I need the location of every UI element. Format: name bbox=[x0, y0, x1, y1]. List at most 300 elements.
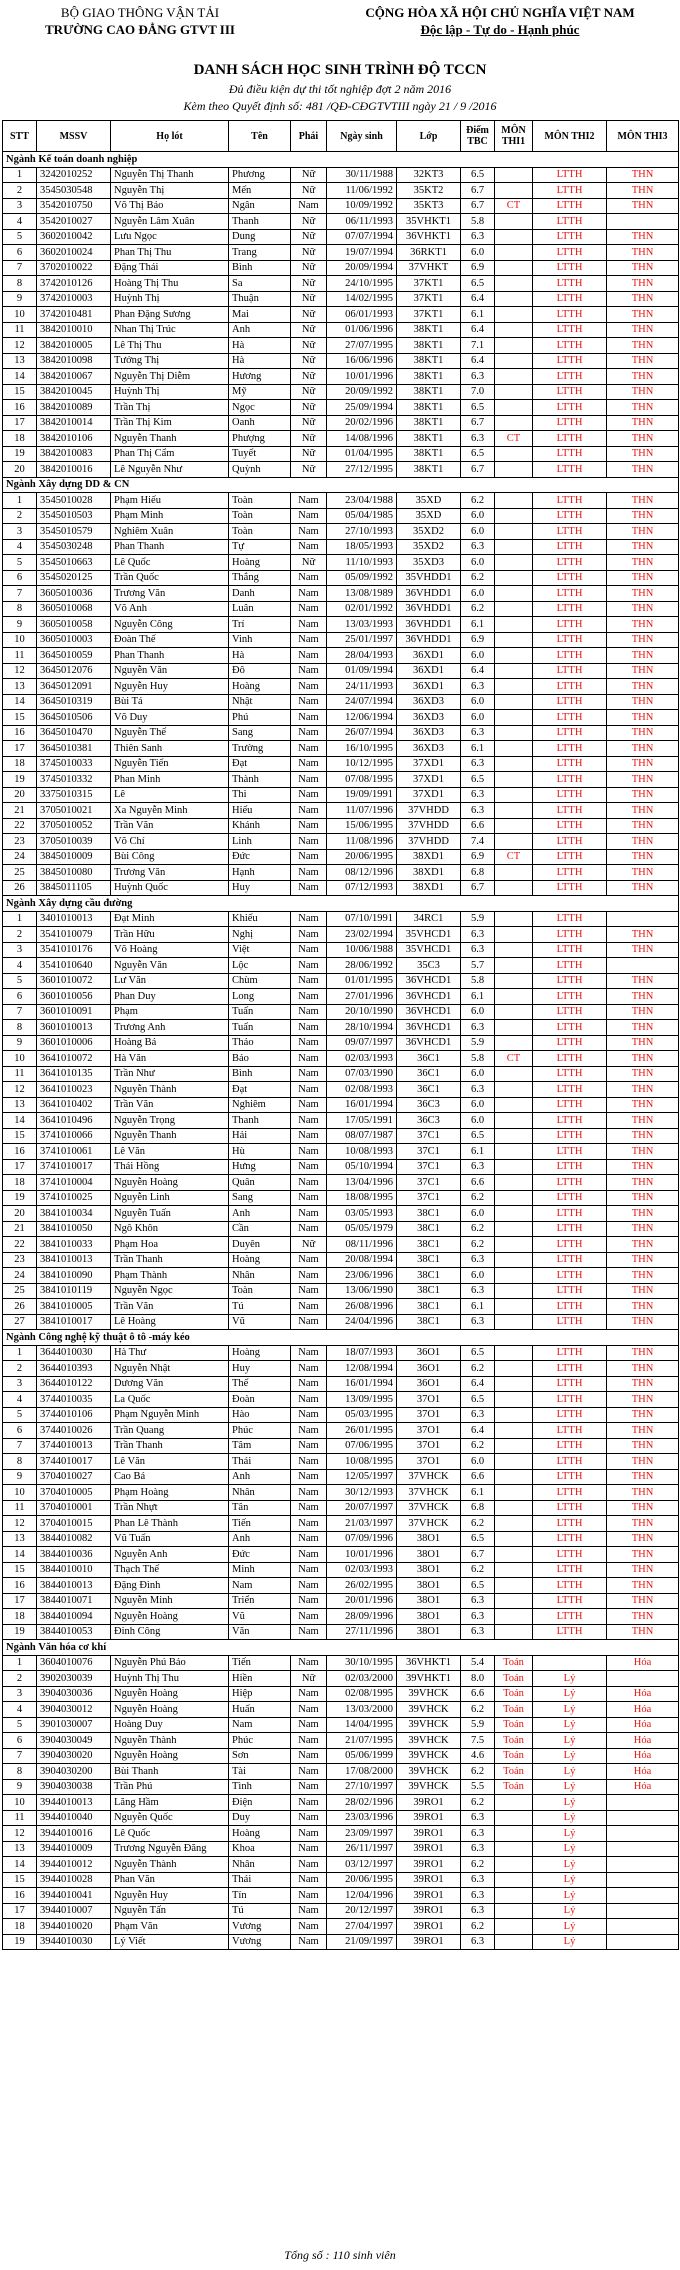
table-cell: 3904030200 bbox=[37, 1764, 111, 1780]
table-cell: Nam bbox=[291, 508, 327, 524]
table-cell bbox=[495, 1082, 533, 1098]
table-cell: Phương bbox=[229, 167, 291, 183]
table-cell: 10/09/1992 bbox=[327, 198, 397, 214]
table-cell: THN bbox=[607, 1345, 679, 1361]
table-cell: Đạt bbox=[229, 756, 291, 772]
table-cell bbox=[495, 586, 533, 602]
table-cell: Nghiêm bbox=[229, 1097, 291, 1113]
table-cell bbox=[495, 555, 533, 571]
table-cell: LTTH bbox=[533, 1407, 607, 1423]
table-cell: Thiên Sanh bbox=[111, 741, 229, 757]
table-cell: THN bbox=[607, 865, 679, 881]
table-cell bbox=[495, 1841, 533, 1857]
table-cell: THN bbox=[607, 648, 679, 664]
table-cell: 36XD3 bbox=[397, 741, 461, 757]
table-cell: LTTH bbox=[533, 1097, 607, 1113]
table-cell: Thành bbox=[229, 772, 291, 788]
table-cell: 18 bbox=[3, 1609, 37, 1625]
table-cell: LTTH bbox=[533, 586, 607, 602]
table-cell: 38O1 bbox=[397, 1547, 461, 1563]
table-cell: 3645010381 bbox=[37, 741, 111, 757]
table-cell: THN bbox=[607, 1144, 679, 1160]
table-cell bbox=[495, 803, 533, 819]
table-cell: 6.4 bbox=[461, 663, 495, 679]
table-cell: 11 bbox=[3, 648, 37, 664]
table-cell: Nam bbox=[291, 1035, 327, 1051]
table-cell bbox=[495, 865, 533, 881]
table-cell: 37KT1 bbox=[397, 291, 461, 307]
table-cell: LTTH bbox=[533, 1547, 607, 1563]
table-cell: 10/12/1995 bbox=[327, 756, 397, 772]
table-row bbox=[3, 1299, 679, 1315]
table-cell: 3601010006 bbox=[37, 1035, 111, 1051]
table-cell bbox=[495, 1376, 533, 1392]
table-cell: 6.3 bbox=[461, 1810, 495, 1826]
table-cell: 36VHDD1 bbox=[397, 632, 461, 648]
table-cell: Cần bbox=[229, 1221, 291, 1237]
table-cell: 37O1 bbox=[397, 1423, 461, 1439]
table-cell: 38C1 bbox=[397, 1221, 461, 1237]
table-cell: Sang bbox=[229, 725, 291, 741]
table-cell: 6.3 bbox=[461, 1314, 495, 1330]
table-cell: LTTH bbox=[533, 1345, 607, 1361]
table-cell: 3944010020 bbox=[37, 1919, 111, 1935]
table-cell: 3601010056 bbox=[37, 989, 111, 1005]
table-cell bbox=[607, 1795, 679, 1811]
table-cell: 6.0 bbox=[461, 1004, 495, 1020]
table-cell: 12 bbox=[3, 1826, 37, 1842]
table-row bbox=[3, 1531, 679, 1547]
table-cell: Nữ bbox=[291, 431, 327, 447]
table-cell: Nguyễn Thành bbox=[111, 1857, 229, 1873]
table-cell: Nam bbox=[291, 772, 327, 788]
table-cell: Hoàng bbox=[229, 1826, 291, 1842]
table-cell: LTTH bbox=[533, 1128, 607, 1144]
table-cell bbox=[495, 1872, 533, 1888]
table-cell: Nam bbox=[291, 756, 327, 772]
table-cell: THN bbox=[607, 1314, 679, 1330]
table-row bbox=[3, 756, 679, 772]
table-cell bbox=[495, 617, 533, 633]
table-cell: Nữ bbox=[291, 353, 327, 369]
table-cell: 38KT1 bbox=[397, 415, 461, 431]
table-row bbox=[3, 214, 679, 230]
table-cell: 38KT1 bbox=[397, 384, 461, 400]
section-name: Ngành Xây dựng cầu đường bbox=[3, 896, 679, 912]
table-cell: 7.5 bbox=[461, 1733, 495, 1749]
table-cell: 08/11/1996 bbox=[327, 1237, 397, 1253]
table-cell: 16 bbox=[3, 1144, 37, 1160]
table-cell bbox=[495, 1578, 533, 1594]
table-cell: THN bbox=[607, 1500, 679, 1516]
table-cell: THN bbox=[607, 834, 679, 850]
table-cell: 38XD1 bbox=[397, 849, 461, 865]
table-cell: Nguyễn Thị Diễm bbox=[111, 369, 229, 385]
table-cell: 3641010402 bbox=[37, 1097, 111, 1113]
table-cell: 3541010079 bbox=[37, 927, 111, 943]
table-row bbox=[3, 1810, 679, 1826]
table-cell: Nguyễn Minh bbox=[111, 1593, 229, 1609]
table-cell: 3645012076 bbox=[37, 663, 111, 679]
table-cell: Thạch Thế bbox=[111, 1562, 229, 1578]
table-row bbox=[3, 663, 679, 679]
table-cell: Trần Thanh bbox=[111, 1438, 229, 1454]
table-cell: 6.2 bbox=[461, 1438, 495, 1454]
table-cell: 6.5 bbox=[461, 446, 495, 462]
table-cell: 20/01/1996 bbox=[327, 1593, 397, 1609]
table-cell: Trần Quang bbox=[111, 1423, 229, 1439]
table-cell: Nam bbox=[291, 493, 327, 509]
table-cell bbox=[495, 958, 533, 974]
table-cell: 26/11/1997 bbox=[327, 1841, 397, 1857]
table-cell: THN bbox=[607, 1175, 679, 1191]
table-cell: 19 bbox=[3, 446, 37, 462]
table-cell: Đức bbox=[229, 849, 291, 865]
table-cell: Nghiêm Xuân bbox=[111, 524, 229, 540]
table-cell: 17 bbox=[3, 741, 37, 757]
table-cell bbox=[495, 1531, 533, 1547]
table-cell: 3 bbox=[3, 1686, 37, 1702]
table-cell: 01/06/1996 bbox=[327, 322, 397, 338]
table-cell bbox=[495, 1097, 533, 1113]
table-cell: LTTH bbox=[533, 214, 607, 230]
table-cell: Triển bbox=[229, 1593, 291, 1609]
table-cell: Văn bbox=[229, 1624, 291, 1640]
table-cell: 36C1 bbox=[397, 1066, 461, 1082]
table-row bbox=[3, 679, 679, 695]
table-cell: 38C1 bbox=[397, 1252, 461, 1268]
table-cell bbox=[495, 679, 533, 695]
table-row bbox=[3, 1128, 679, 1144]
table-cell: 20 bbox=[3, 787, 37, 803]
table-cell: Nam bbox=[291, 1469, 327, 1485]
table-cell: Trần Văn bbox=[111, 1299, 229, 1315]
table-cell: Nữ bbox=[291, 1671, 327, 1687]
table-cell: LTTH bbox=[533, 1376, 607, 1392]
table-cell: 35VHCD1 bbox=[397, 942, 461, 958]
table-cell: 16/10/1995 bbox=[327, 741, 397, 757]
table-cell: Tưởng Thị bbox=[111, 353, 229, 369]
table-cell: 36O1 bbox=[397, 1361, 461, 1377]
table-cell: Nam bbox=[291, 1857, 327, 1873]
table-cell: 38KT1 bbox=[397, 400, 461, 416]
table-cell: 07/07/1994 bbox=[327, 229, 397, 245]
table-cell: Lý bbox=[533, 1841, 607, 1857]
table-cell: Nam bbox=[291, 1795, 327, 1811]
section-name: Ngành Công nghệ kỹ thuật ô tô -máy kéo bbox=[3, 1330, 679, 1346]
table-cell: 39RO1 bbox=[397, 1857, 461, 1873]
table-cell: 12 bbox=[3, 1516, 37, 1532]
table-cell: 24/07/1994 bbox=[327, 694, 397, 710]
table-cell: Bùi Tá bbox=[111, 694, 229, 710]
table-row bbox=[3, 1547, 679, 1563]
table-cell: Nam bbox=[291, 539, 327, 555]
table-cell: 3944010009 bbox=[37, 1841, 111, 1857]
table-cell: Trần Văn bbox=[111, 818, 229, 834]
table-cell: Hoàng bbox=[229, 679, 291, 695]
table-cell: THN bbox=[607, 1438, 679, 1454]
table-cell: THN bbox=[607, 1221, 679, 1237]
table-cell: Toàn bbox=[229, 508, 291, 524]
table-cell: Nữ bbox=[291, 291, 327, 307]
table-cell: 38C1 bbox=[397, 1283, 461, 1299]
table-cell: 3 bbox=[3, 524, 37, 540]
issuer-block bbox=[20, 4, 260, 38]
table-cell: 20 bbox=[3, 1206, 37, 1222]
table-cell: 6.5 bbox=[461, 772, 495, 788]
table-cell: 16 bbox=[3, 1888, 37, 1904]
table-cell: LTTH bbox=[533, 632, 607, 648]
table-cell: 3841010050 bbox=[37, 1221, 111, 1237]
table-cell: THN bbox=[607, 1252, 679, 1268]
section-header-row bbox=[3, 152, 679, 168]
table-cell: 38O1 bbox=[397, 1624, 461, 1640]
table-cell: 08/12/1996 bbox=[327, 865, 397, 881]
table-cell: 37KT1 bbox=[397, 276, 461, 292]
table-cell: THN bbox=[607, 369, 679, 385]
table-cell: 3741010066 bbox=[37, 1128, 111, 1144]
table-cell: Hóa bbox=[607, 1717, 679, 1733]
table-row bbox=[3, 787, 679, 803]
table-cell: 6.2 bbox=[461, 1361, 495, 1377]
table-cell: 15 bbox=[3, 1128, 37, 1144]
table-cell: 16/06/1996 bbox=[327, 353, 397, 369]
table-cell: Nam bbox=[291, 570, 327, 586]
table-cell: 6.2 bbox=[461, 1562, 495, 1578]
table-cell: LTTH bbox=[533, 911, 607, 927]
table-cell: THN bbox=[607, 756, 679, 772]
table-cell bbox=[495, 1345, 533, 1361]
table-cell: Thảo bbox=[229, 1035, 291, 1051]
table-cell: 1 bbox=[3, 911, 37, 927]
table-cell: Nam bbox=[291, 1113, 327, 1129]
table-cell: 14 bbox=[3, 1113, 37, 1129]
table-cell: 38O1 bbox=[397, 1593, 461, 1609]
table-cell: THN bbox=[607, 586, 679, 602]
table-cell: Thế bbox=[229, 1376, 291, 1392]
table-row bbox=[3, 555, 679, 571]
col-mon-thi3: MÔN THI3 bbox=[607, 121, 679, 152]
col-phai: Phái bbox=[291, 121, 327, 152]
table-cell: 39VHCK bbox=[397, 1779, 461, 1795]
table-cell: Hóa bbox=[607, 1733, 679, 1749]
table-cell: Hải bbox=[229, 1128, 291, 1144]
table-cell: 7.0 bbox=[461, 384, 495, 400]
table-cell: 6.3 bbox=[461, 1609, 495, 1625]
table-cell: Đặng Đình bbox=[111, 1578, 229, 1594]
table-cell: Tuấn bbox=[229, 1004, 291, 1020]
table-cell: THN bbox=[607, 1190, 679, 1206]
table-cell: Xa Nguyễn Minh bbox=[111, 803, 229, 819]
table-cell bbox=[495, 756, 533, 772]
table-cell: Hoàng bbox=[229, 1252, 291, 1268]
table-cell: 6.3 bbox=[461, 1934, 495, 1950]
table-cell: THN bbox=[607, 1516, 679, 1532]
table-row bbox=[3, 1578, 679, 1594]
table-row bbox=[3, 601, 679, 617]
table-cell: 36XD1 bbox=[397, 648, 461, 664]
table-row bbox=[3, 1407, 679, 1423]
table-cell: 20/09/1994 bbox=[327, 260, 397, 276]
table-cell: Nghị bbox=[229, 927, 291, 943]
table-cell: THN bbox=[607, 508, 679, 524]
table-cell: 6.3 bbox=[461, 803, 495, 819]
table-cell: LTTH bbox=[533, 679, 607, 695]
table-cell: LTTH bbox=[533, 648, 607, 664]
table-cell: Nam bbox=[291, 1516, 327, 1532]
table-cell: 14/04/1995 bbox=[327, 1717, 397, 1733]
table-cell bbox=[495, 1795, 533, 1811]
table-cell: 39VHKT1 bbox=[397, 1671, 461, 1687]
table-cell bbox=[607, 911, 679, 927]
table-cell: LTTH bbox=[533, 539, 607, 555]
table-cell: 36XD1 bbox=[397, 663, 461, 679]
table-cell: 14/02/1995 bbox=[327, 291, 397, 307]
table-cell: 16 bbox=[3, 725, 37, 741]
table-cell: LTTH bbox=[533, 1175, 607, 1191]
table-cell: Võ Anh bbox=[111, 601, 229, 617]
table-cell: 5.7 bbox=[461, 958, 495, 974]
table-cell: 21/07/1995 bbox=[327, 1733, 397, 1749]
table-cell: 35KT3 bbox=[397, 198, 461, 214]
table-cell bbox=[495, 787, 533, 803]
table-cell: Sa bbox=[229, 276, 291, 292]
table-cell: Hóa bbox=[607, 1748, 679, 1764]
table-row bbox=[3, 880, 679, 896]
table-cell: LTTH bbox=[533, 1113, 607, 1129]
table-cell: Nam bbox=[291, 1004, 327, 1020]
table-cell: 15 bbox=[3, 710, 37, 726]
table-cell: 25/09/1994 bbox=[327, 400, 397, 416]
table-cell: Nam bbox=[291, 1314, 327, 1330]
table-cell: 38C1 bbox=[397, 1237, 461, 1253]
table-cell bbox=[495, 1547, 533, 1563]
table-row bbox=[3, 1733, 679, 1749]
table-cell: CT bbox=[495, 1051, 533, 1067]
table-cell: 24/10/1995 bbox=[327, 276, 397, 292]
table-cell: Lý bbox=[533, 1919, 607, 1935]
table-cell: 09/07/1997 bbox=[327, 1035, 397, 1051]
table-cell: 3 bbox=[3, 198, 37, 214]
table-cell: 38O1 bbox=[397, 1562, 461, 1578]
table-cell: LTTH bbox=[533, 710, 607, 726]
table-cell: Nguyễn Thanh bbox=[111, 431, 229, 447]
table-cell: Tự bbox=[229, 539, 291, 555]
table-cell: 19/09/1991 bbox=[327, 787, 397, 803]
table-cell: LTTH bbox=[533, 973, 607, 989]
table-cell: Vinh bbox=[229, 632, 291, 648]
table-cell bbox=[495, 1516, 533, 1532]
table-cell: Đoàn Thế bbox=[111, 632, 229, 648]
table-cell bbox=[495, 400, 533, 416]
table-cell: 3601010091 bbox=[37, 1004, 111, 1020]
table-cell: 21 bbox=[3, 1221, 37, 1237]
table-cell: 35VHKT1 bbox=[397, 214, 461, 230]
table-cell: THN bbox=[607, 260, 679, 276]
table-cell: 15 bbox=[3, 1562, 37, 1578]
table-row bbox=[3, 1919, 679, 1935]
table-cell: 3741010017 bbox=[37, 1159, 111, 1175]
table-cell: LTTH bbox=[533, 1283, 607, 1299]
table-cell: 20/10/1990 bbox=[327, 1004, 397, 1020]
table-cell: 26/02/1995 bbox=[327, 1578, 397, 1594]
table-cell: Thanh bbox=[229, 1113, 291, 1129]
table-cell bbox=[495, 1454, 533, 1470]
table-row bbox=[3, 1655, 679, 1671]
table-cell bbox=[607, 958, 679, 974]
table-cell: 3842010089 bbox=[37, 400, 111, 416]
table-cell: 6.7 bbox=[461, 462, 495, 478]
table-cell: Trương Nguyễn Đăng bbox=[111, 1841, 229, 1857]
table-cell: Nguyễn Tiến bbox=[111, 756, 229, 772]
table-cell: 17 bbox=[3, 1903, 37, 1919]
table-cell bbox=[495, 446, 533, 462]
table-cell: 4.6 bbox=[461, 1748, 495, 1764]
table-cell: 5.4 bbox=[461, 1655, 495, 1671]
table-cell: 6.7 bbox=[461, 198, 495, 214]
table-cell: 11 bbox=[3, 322, 37, 338]
table-cell: 5 bbox=[3, 1717, 37, 1733]
table-cell bbox=[495, 245, 533, 261]
table-cell: Bùi Công bbox=[111, 849, 229, 865]
table-cell: 6.2 bbox=[461, 570, 495, 586]
table-cell bbox=[607, 1841, 679, 1857]
table-cell: Tài bbox=[229, 1764, 291, 1780]
table-cell: 6.3 bbox=[461, 679, 495, 695]
table-row bbox=[3, 1469, 679, 1485]
table-cell: Lê Văn bbox=[111, 1454, 229, 1470]
table-cell: THN bbox=[607, 1035, 679, 1051]
table-cell: Nam bbox=[291, 849, 327, 865]
table-cell: Hoàng Bá bbox=[111, 1035, 229, 1051]
table-cell: 20/12/1997 bbox=[327, 1903, 397, 1919]
table-cell bbox=[495, 601, 533, 617]
table-cell: 6.3 bbox=[461, 1407, 495, 1423]
table-cell: 07/03/1990 bbox=[327, 1066, 397, 1082]
table-cell: Nguyễn Thành bbox=[111, 1733, 229, 1749]
table-cell: Mai bbox=[229, 307, 291, 323]
table-cell bbox=[533, 1655, 607, 1671]
table-cell: 21 bbox=[3, 803, 37, 819]
table-cell: 39VHCK bbox=[397, 1748, 461, 1764]
table-cell: LTTH bbox=[533, 198, 607, 214]
table-cell: 36XD1 bbox=[397, 679, 461, 695]
table-cell: Nam bbox=[229, 1717, 291, 1733]
table-cell: LTTH bbox=[533, 245, 607, 261]
table-row bbox=[3, 772, 679, 788]
table-cell: 3605010068 bbox=[37, 601, 111, 617]
table-cell: 27/04/1997 bbox=[327, 1919, 397, 1935]
table-cell: 37C1 bbox=[397, 1159, 461, 1175]
table-cell: 3704010015 bbox=[37, 1516, 111, 1532]
table-cell: LTTH bbox=[533, 601, 607, 617]
table-cell: LTTH bbox=[533, 167, 607, 183]
table-row bbox=[3, 446, 679, 462]
table-cell: 37C1 bbox=[397, 1128, 461, 1144]
table-row bbox=[3, 803, 679, 819]
table-cell: 3375010315 bbox=[37, 787, 111, 803]
table-cell: LTTH bbox=[533, 1531, 607, 1547]
table-cell: 23/02/1994 bbox=[327, 927, 397, 943]
table-cell: 28/02/1996 bbox=[327, 1795, 397, 1811]
table-cell: 3741010025 bbox=[37, 1190, 111, 1206]
table-cell: 6.8 bbox=[461, 1500, 495, 1516]
table-cell: 37VHCK bbox=[397, 1469, 461, 1485]
table-cell: 6.5 bbox=[461, 400, 495, 416]
table-cell: Lê Thị Thu bbox=[111, 338, 229, 354]
table-row bbox=[3, 1764, 679, 1780]
table-row bbox=[3, 1082, 679, 1098]
